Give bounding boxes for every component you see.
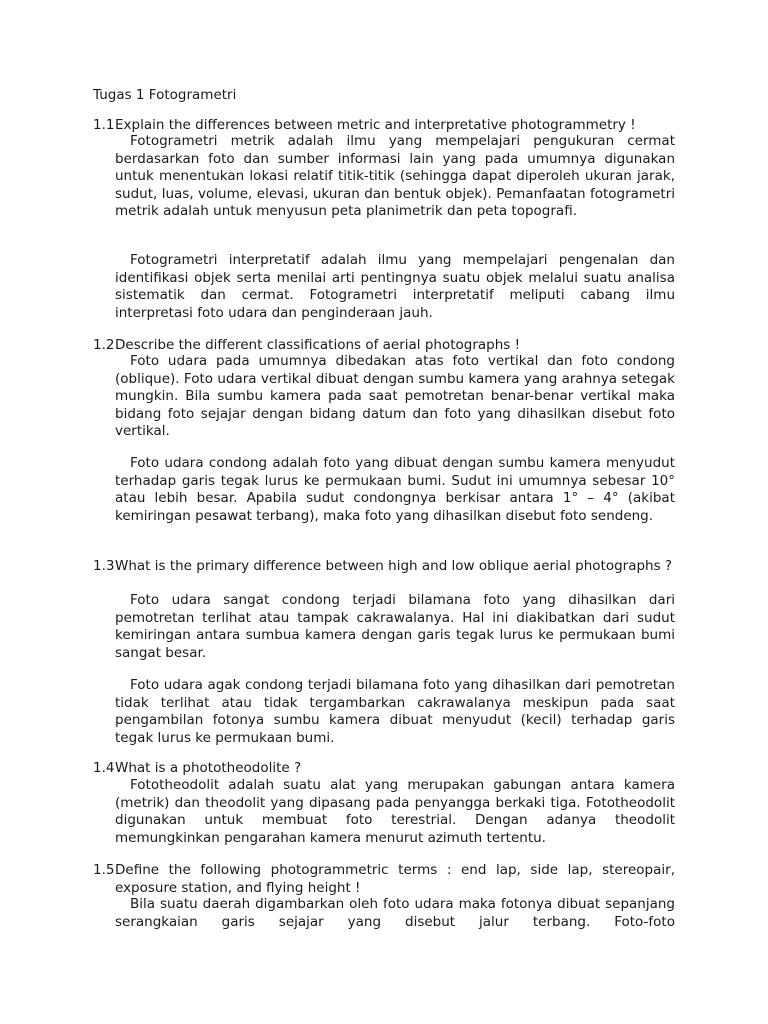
- question-number: 1.1: [93, 117, 115, 133]
- question-text: Define the following photogrammetric terms : end lap, side lap, stereopair, exposure station, and flying height !: [115, 862, 675, 896]
- question-1-5: [93, 862, 675, 897]
- answer-paragraph: Bila suatu daerah digambarkan oleh foto udara maka fotonya dibuat sepanjang serangkaian garis sejajar yang disebut jalur terbang. Foto-foto: [115, 896, 675, 930]
- question-number: 1.5: [93, 862, 115, 878]
- answer-paragraph: Foto udara agak condong terjadi bilamana foto yang dihasilkan dari pemotretan tidak terlihat atau tidak tergambarkan cakrawalanya meskipun pada saat pengambilan fotonya sumbu kamera dibuat menyudut (kecil) terhadap garis tegak lurus ke permukaan bumi.: [115, 677, 675, 746]
- document-title: Tugas 1 Fotogrametri: [93, 87, 237, 103]
- question-text: What is a phototheodolite ?: [115, 760, 302, 776]
- question-1-2: [93, 337, 675, 355]
- answer-paragraph: Fotogrametri interpretatif adalah ilmu yang mempelajari pengenalan dan identifikasi objek serta menilai arti pentingnya suatu objek melalui suatu analisa sistematik dan cermat. Fotogrametri interpretatif meliputi cabang ilmu interpretasi foto udara dan penginderaan jauh.: [115, 252, 675, 321]
- question-text: Explain the differences between metric and interpretative photogrammetry !: [115, 117, 636, 133]
- question-number: 1.2: [93, 337, 115, 353]
- question-number: 1.4: [93, 760, 115, 776]
- answer-paragraph: Fotogrametri metrik adalah ilmu yang mempelajari pengukuran cermat berdasarkan foto dan sumber informasi lain yang pada umumnya digunakan untuk menentukan lokasi relatif titik-titik (sehingga dapat diperoleh ukuran jarak, sudut, luas, volume, elevasi, ukuran dan bentuk objek). Pemanfaatan fotogrametri metrik adalah untuk menyusun peta planimetrik dan peta topografi.: [115, 133, 675, 219]
- question-1-3: [93, 558, 675, 576]
- answer-paragraph: Foto udara pada umumnya dibedakan atas foto vertikal dan foto condong (oblique). Foto udara vertikal dibuat dengan sumbu kamera yang arahnya setegak mungkin. Bila sumbu kamera pada saat pemotretan benar-benar vertikal maka bidang foto sejajar dengan bidang datum dan foto yang dihasilkan disebut foto vertikal.: [115, 353, 675, 439]
- question-text: What is the primary difference between high and low oblique aerial photographs ?: [115, 558, 673, 574]
- answer-paragraph: Foto udara condong adalah foto yang dibuat dengan sumbu kamera menyudut terhadap garis tegak lurus ke permukaan bumi. Sudut ini umumnya sebesar 10° atau lebih besar. Apabila sudut condongnya berkisar antara 1° – 4° (akibat kemiringan pesawat terbang), maka foto yang dihasilkan disebut foto sendeng.: [115, 455, 675, 524]
- question-1-4: [93, 760, 675, 778]
- question-number: 1.3: [93, 558, 115, 574]
- answer-paragraph: Fototheodolit adalah suatu alat yang merupakan gabungan antara kamera (metrik) dan theodolit yang dipasang pada penyangga berkaki tiga. Fototheodolit digunakan untuk membuat foto terestrial. Dengan adanya theodolit memungkinkan pengarahan kamera menurut azimuth tertentu.: [115, 777, 675, 846]
- question-text: Describe the different classifications of aerial photographs !: [115, 337, 521, 353]
- answer-paragraph: Foto udara sangat condong terjadi bilamana foto yang dihasilkan dari pemotretan terlihat atau tampak cakrawalanya. Hal ini diakibatkan dari sudut kemiringan antara sumbua kamera dengan garis tegak lurus ke permukaan bumi sangat besar.: [115, 592, 675, 661]
- question-1-1: [93, 117, 675, 135]
